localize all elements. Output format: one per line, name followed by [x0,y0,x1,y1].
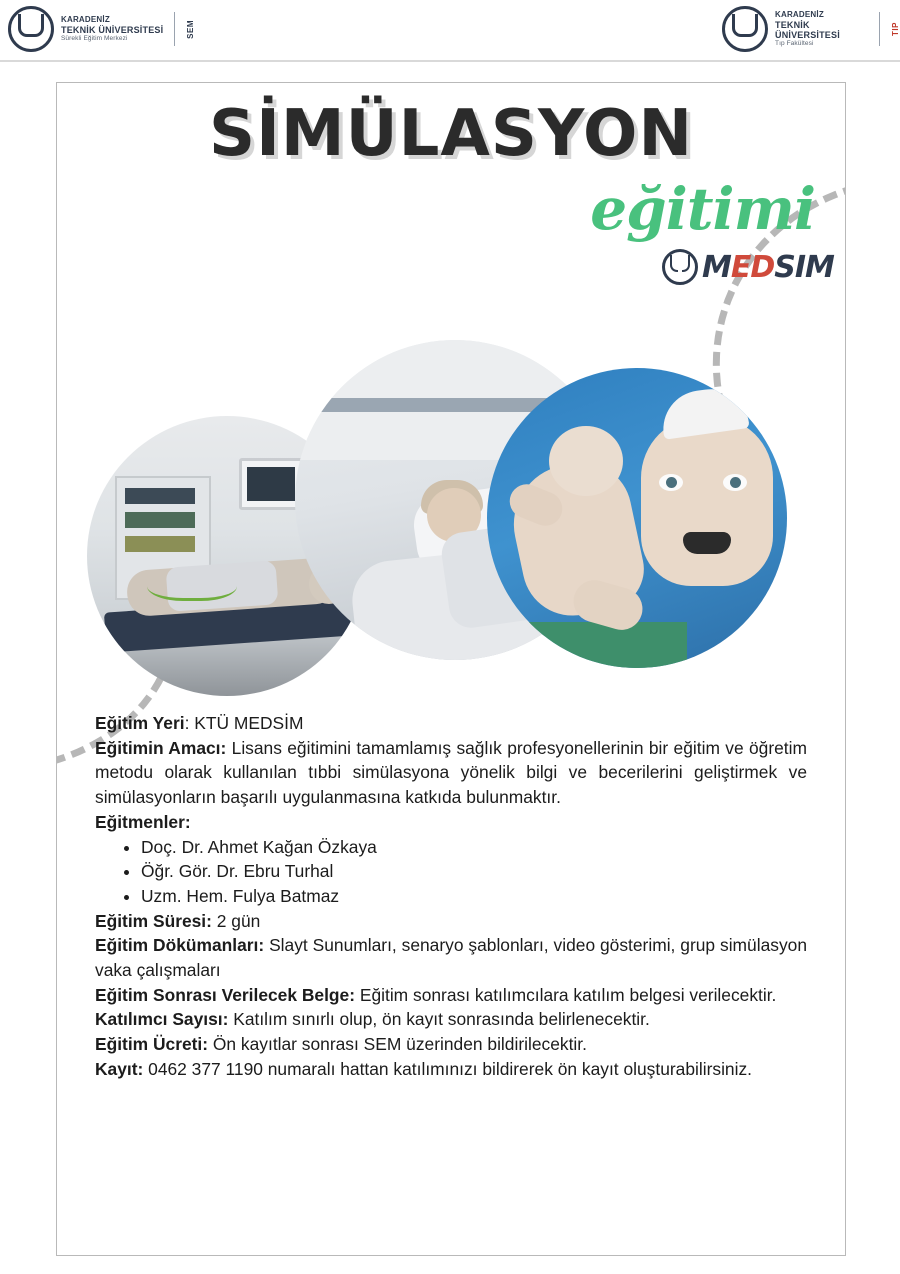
trainers-label: Eğitmenler: [95,811,191,832]
page-header [0,0,900,60]
training-place-label: Eğitim Yeri [95,713,185,733]
training-fee-label: Eğitim Ücreti: [95,1034,209,1055]
logo-divider [174,12,175,46]
ktu-emblem-icon [722,6,768,52]
nurse-eye-left [659,474,683,491]
training-purpose-value: Lisans eğitimini tamamlamış sağlık profesyonellerinin bir eğitim ve öğretim metodu olarak kullanılan tıbbi simülasyona yönelik bilgi ve becerilerini geliştirmek ve simülasyonların başarılı uygulanmasına katkıda bulunmaktır. [95,737,807,808]
green-drape [487,622,687,668]
ktu-sem-logo [8,6,195,52]
list-item: • Öğr. Gör. Dr. Ebru Turhal [141,859,807,884]
poster-subtitle: eğitimi [590,175,815,243]
poster-frame [56,82,846,1256]
medsim-logo [662,249,834,285]
ktu-sem-line2: TEKNİK ÜNİVERSİTESİ [61,24,164,35]
training-purpose-line [95,736,807,810]
list-item: • Doç. Dr. Ahmet Kağan Özkaya [141,835,807,860]
ktu-sem-logo-text [61,16,163,42]
medsim-logo-prefix: M [702,249,731,285]
nurse-manikin-head [641,416,773,586]
ktu-tip-logo-text [775,11,868,47]
list-item: • Uzm. Hem. Fulya Batmaz [141,884,807,909]
training-documents-value: Slayt Sunumları, senaryo şablonları, video gösterimi, grup simülasyon vaka çalışmaları [95,935,807,981]
trainers-heading [95,810,807,835]
poster-title: SİMÜLASYON [209,97,693,171]
medsim-logo-suffix: SIM [774,249,834,285]
tip-vertical-tag: TIP [891,22,900,36]
sem-vertical-tag: SEM [186,19,196,39]
training-duration-label: Eğitim Süresi: [95,910,212,931]
ktu-sem-line3: Sürekli Eğitim Merkezi [61,34,128,42]
participants-count-line [95,1007,807,1032]
ktu-sem-line1: KARADENİZ [61,14,110,24]
registration-line [95,1057,807,1082]
training-certificate-label: Eğitim Sonrası Verilecek Belge: [95,984,356,1005]
ktu-tip-line2: TEKNİK ÜNİVERSİTESİ [775,19,840,40]
registration-label: Kayıt: [95,1058,144,1079]
training-place-separator: : [184,713,195,733]
training-fee-line [95,1032,807,1057]
medsim-logo-ecg: ED [730,249,775,285]
training-certificate-value: Eğitim sonrası katılımcılara katılım belgesi verilecektir. [355,984,777,1005]
training-purpose-label: Eğitimin Amacı: [95,737,227,758]
participants-count-label: Katılımcı Sayısı: [95,1009,229,1030]
vital-monitor [239,458,303,510]
photo-newborn-and-nurse-manikin [487,368,787,668]
training-fee-value: Ön kayıtlar sonrası SEM üzerinden bildirilecektir. [208,1034,587,1055]
photo-collage [57,328,845,698]
training-certificate-line [95,983,807,1008]
nurse-mouth [683,532,731,554]
trainers-list [95,835,807,909]
logo-divider [879,12,880,46]
training-duration-line [95,909,807,934]
training-documents-label: Eğitim Dökümanları: [95,935,265,956]
training-place-value: KTÜ MEDSİM [194,713,304,733]
medsim-emblem-icon [662,249,698,285]
ktu-tip-logo [722,6,900,52]
training-duration-value: 2 gün [211,910,261,931]
training-place-line [95,711,807,736]
newborn-head [549,426,623,496]
ktu-emblem-icon [8,6,54,52]
header-divider [0,60,900,62]
registration-value: 0462 377 1190 numaralı hattan katılımınızı bildirerek ön kayıt oluşturabilirsiniz. [143,1058,752,1079]
nurse-eye-right [723,474,747,491]
poster-body-text [95,711,807,1082]
training-documents-line [95,933,807,982]
participants-count-value: Katılım sınırlı olup, ön kayıt sonrasında belirlenecektir. [228,1009,650,1030]
ktu-tip-line1: KARADENİZ [775,9,824,19]
green-cable [147,564,237,601]
ktu-tip-line3: Tıp Fakültesi [775,39,814,47]
medsim-logo-text [702,250,834,285]
